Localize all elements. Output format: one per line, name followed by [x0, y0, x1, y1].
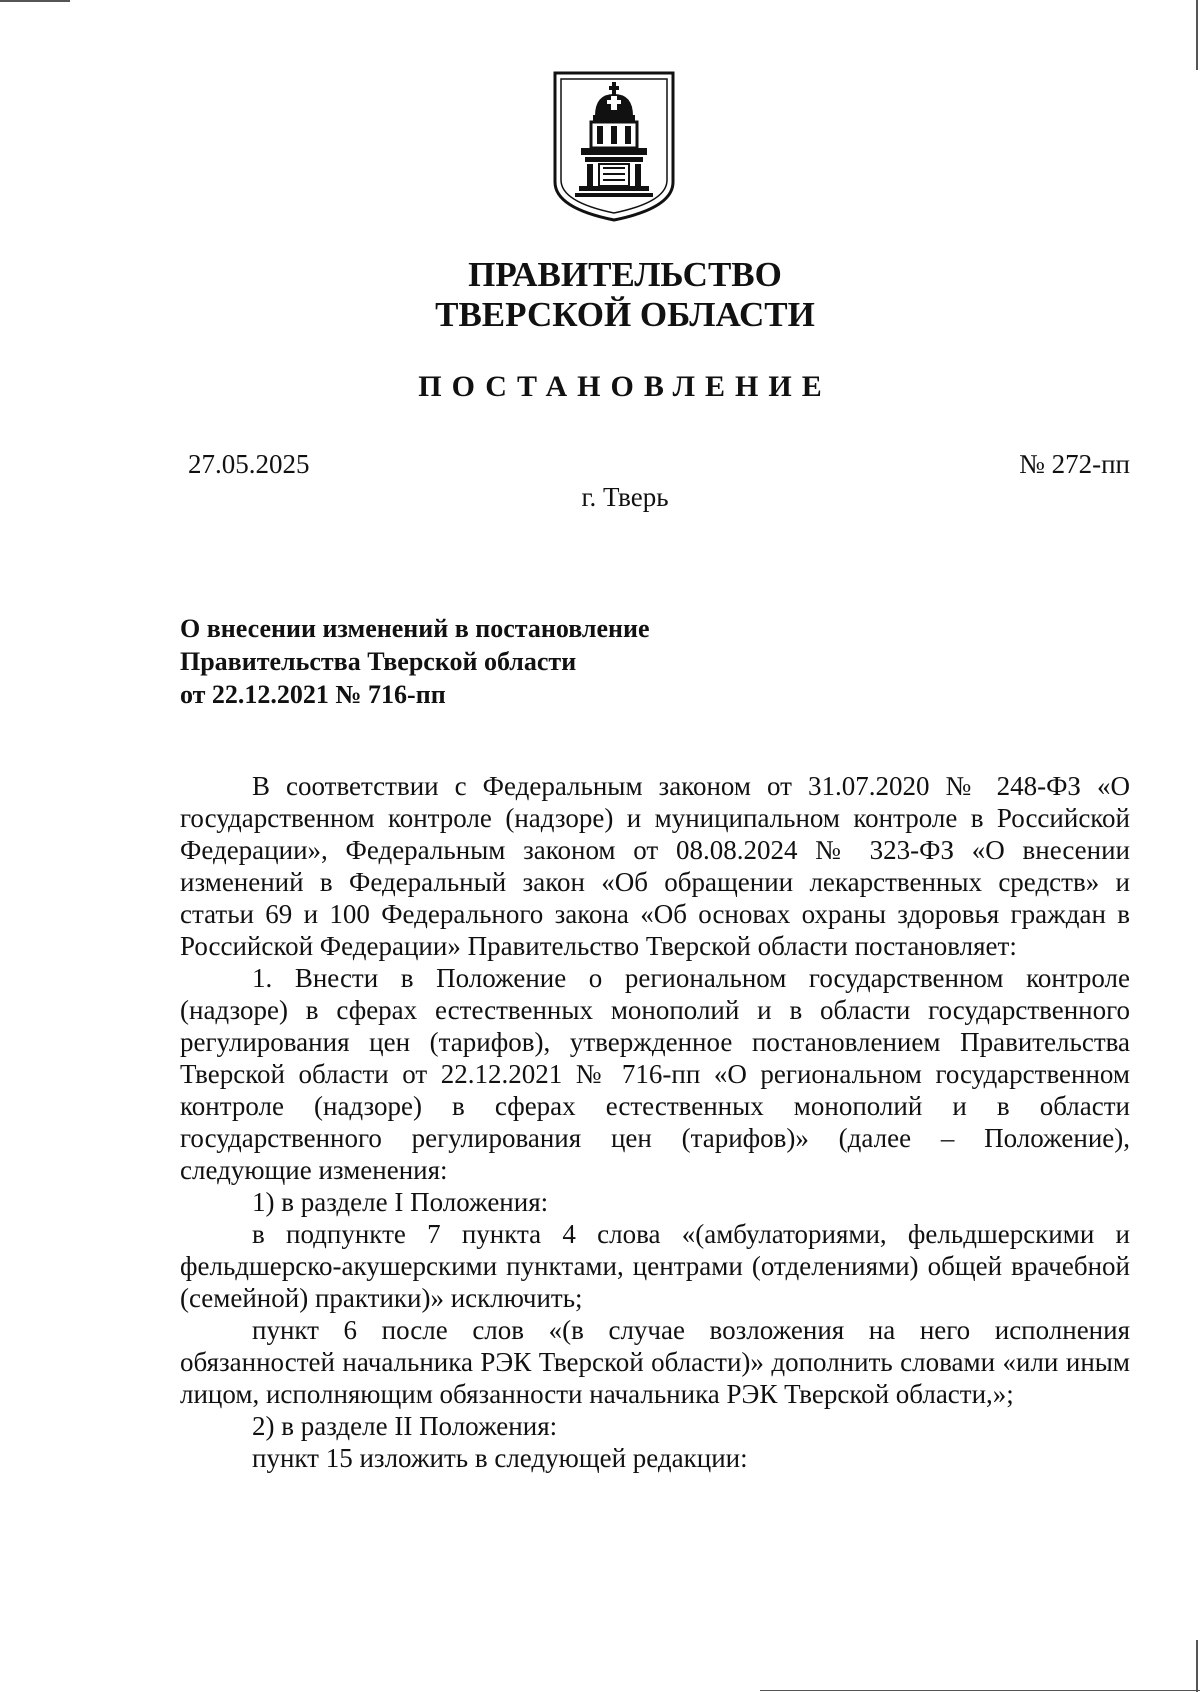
body-paragraph: пункт 15 изложить в следующей редакции: — [252, 1443, 748, 1473]
organization-name-line: ПРАВИТЕЛЬСТВО — [468, 255, 782, 294]
body-paragraph: 1. Внести в Положение о региональном государственном контроле (надзоре) в сферах естественных монополий и в области государственного регулирования цен (тарифов), утвержденное постановлением Правительства Тверской области от 22.12.2021 № 716-пп «О региональном государственном контроле (надзоре) в сферах естественных монополий и в области государственного регулирования цен (тарифов)» (далее – Положение), следующие изменения: — [180, 963, 1130, 1185]
coat-of-arms-icon — [551, 70, 677, 222]
document-city: г. Тверь — [581, 482, 669, 512]
body-paragraph: в подпункте 7 пункта 4 слова «(амбулаториями, фельдшерскими и фельдшерско-акушерскими пунктами, центрами (отделениями) общей врачебной (семейной) практики)» исключить; — [180, 1219, 1130, 1313]
subject-line: от 22.12.2021 № 716-пп — [180, 680, 446, 709]
subject-line: Правительства Тверской области — [180, 647, 577, 676]
document-number: № 272-пп — [1019, 449, 1130, 479]
body-paragraph: 1) в разделе I Положения: — [252, 1187, 549, 1217]
scan-edge-mark — [0, 0, 70, 2]
subject-line: О внесении изменений в постановление — [180, 614, 650, 643]
document-subject — [180, 612, 650, 711]
organization-name — [0, 255, 1200, 335]
body-paragraph: 2) в разделе II Положения: — [252, 1411, 558, 1441]
organization-name-line: ТВЕРСКОЙ ОБЛАСТИ — [435, 295, 815, 334]
document-type: ПОСТАНОВЛЕНИЕ — [418, 370, 832, 403]
document-body — [180, 770, 1130, 1474]
document-date: 27.05.2025 — [188, 449, 310, 479]
scan-edge-mark — [1196, 0, 1198, 70]
body-paragraph: В соответствии с Федеральным законом от 31.07.2020 № 248-ФЗ «О государственном контроле (надзоре) и муниципальном контроле в Российской Федерации», Федеральным законом от 08.08.2024 № 323-ФЗ «О внесении изменений в Федеральный закон «Об обращении лекарственных средств» и статьи 69 и 100 Федерального закона «Об основах охраны здоровья граждан в Российской Федерации» Правительство Тверской области постановляет: — [180, 771, 1130, 961]
scan-edge-mark — [1196, 1640, 1198, 1692]
scan-edge-mark — [760, 1690, 1200, 1691]
body-paragraph: пункт 6 после слов «(в случае возложения на него исполнения обязанностей начальника РЭК Тверской области)» дополнить словами «или иным лицом, исполняющим обязанности начальника РЭК Тверской области,»; — [180, 1315, 1130, 1409]
